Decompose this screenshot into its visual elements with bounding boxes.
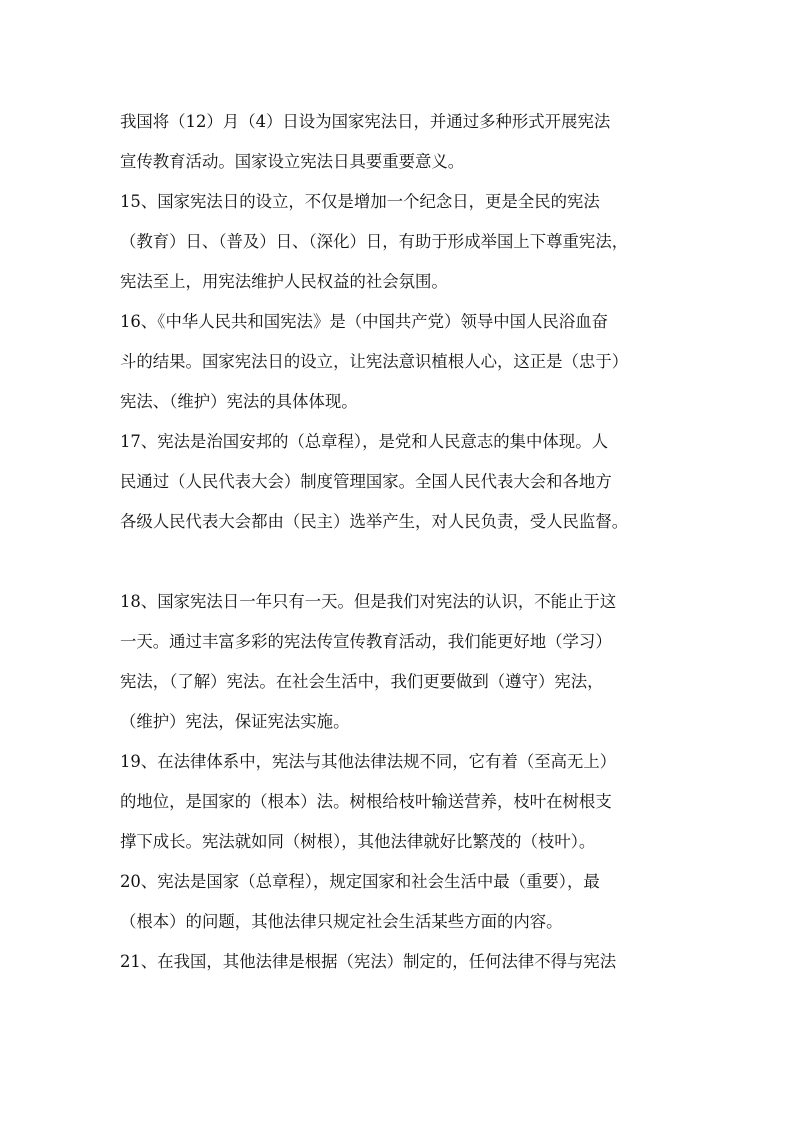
text-line: 宪法至上，用宪法维护人民权益的社会氛围。 bbox=[120, 272, 448, 291]
item-17-line: 17、宪法是治国安邦的（总章程），是党和人民意志的集中体现。人 bbox=[120, 432, 608, 451]
text-line: 我国将（12）月（4）日设为国家宪法日，并通过多种形式开展宪法 bbox=[120, 112, 611, 131]
text-line: 宪法、（维护）宪法的具体体现。 bbox=[120, 392, 358, 411]
paragraph-gap bbox=[120, 542, 690, 582]
item-15-line: 15、国家宪法日的设立，不仅是增加一个纪念日，更是全民的宪法 bbox=[120, 192, 600, 211]
text-line: 的地位，是国家的（根本）法。树根给枝叶输送营养，枝叶在树根支 bbox=[120, 792, 612, 811]
item-19-line: 19、在法律体系中，宪法与其他法律法规不同，它有着（至高无上） bbox=[120, 752, 617, 771]
item-18-line: 18、国家宪法日一年只有一天。但是我们对宪法的认识，不能止于这 bbox=[120, 592, 617, 611]
text-line: 民通过（人民代表大会）制度管理国家。全国人民代表大会和各地方 bbox=[120, 472, 612, 491]
text-line: （教育）日、（普及）日、（深化）日，有助于形成举国上下尊重宪法， bbox=[120, 232, 629, 251]
document-text-body bbox=[120, 102, 690, 982]
text-line: 斗的结果。国家宪法日的设立，让宪法意识植根人心，这正是（忠于） bbox=[120, 352, 629, 371]
text-line: 各级人民代表大会都由（民主）选举产生，对人民负责，受人民监督。 bbox=[120, 512, 629, 531]
item-20-line: 20、宪法是国家（总章程），规定国家和社会生活中最（重要），最 bbox=[120, 872, 600, 891]
text-line: （维护）宪法，保证宪法实施。 bbox=[120, 712, 350, 731]
item-21-line: 21、在我国，其他法律是根据（宪法）制定的，任何法律不得与宪法 bbox=[120, 952, 617, 971]
text-line: 宣传教育活动。国家设立宪法日具要重要意义。 bbox=[120, 152, 465, 171]
text-line: 宪法，（了解）宪法。在社会生活中，我们更要做到（遵守）宪法， bbox=[120, 672, 604, 691]
text-line: （根本）的问题，其他法律只规定社会生活某些方面的内容。 bbox=[120, 912, 563, 931]
item-16-line: 16、《中华人民共和国宪法》是（中国共产党）领导中国人民浴血奋 bbox=[120, 312, 608, 331]
text-line: 一天。通过丰富多彩的宪法传宣传教育活动，我们能更好地（学习） bbox=[120, 632, 612, 651]
text-line: 撑下成长。宪法就如同（树根），其他法律就好比繁茂的（枝叶）。 bbox=[120, 832, 596, 851]
